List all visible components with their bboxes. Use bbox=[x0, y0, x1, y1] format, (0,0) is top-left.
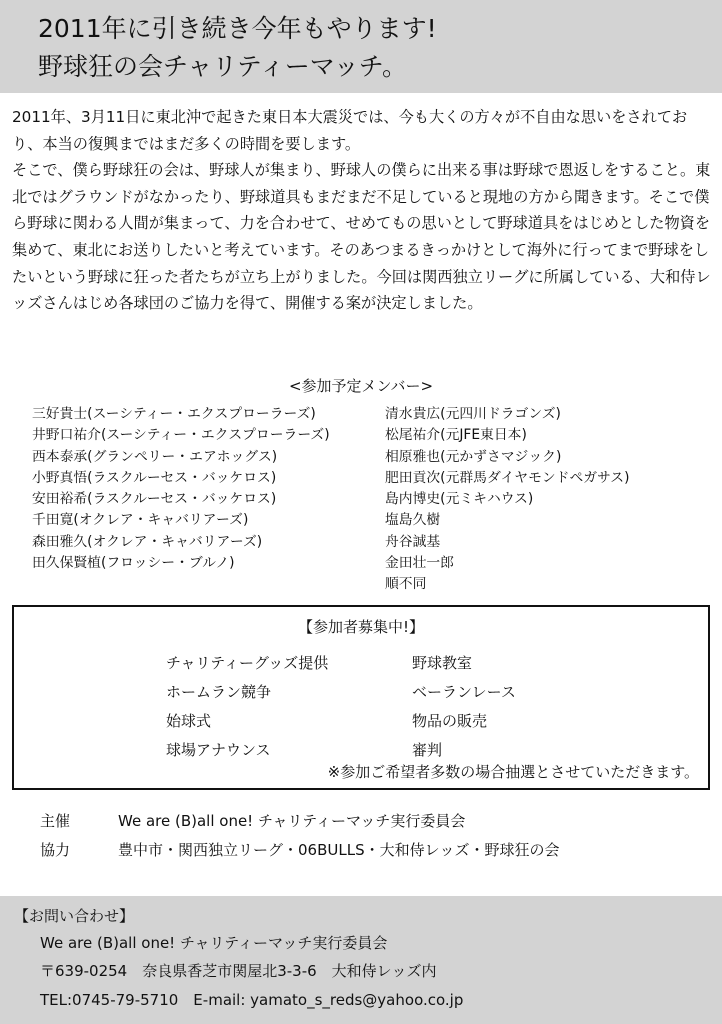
recruit-box bbox=[12, 605, 710, 790]
header-banner bbox=[0, 0, 722, 93]
member-item: 小野真悟(ラスクルーセス・バッケロス) bbox=[32, 469, 277, 486]
host-value: We are (B)all one! チャリティーマッチ実行委員会 bbox=[118, 812, 466, 830]
member-item: 舟谷誠基 bbox=[385, 533, 441, 550]
contact-title: 【お問い合わせ】 bbox=[14, 907, 135, 925]
recruit-lottery-note: ※参加ご希望者多数の場合抽選とさせていただきます。 bbox=[327, 763, 699, 781]
intro-text bbox=[12, 104, 712, 317]
member-item: 島内博史(元ミキハウス) bbox=[385, 491, 534, 508]
member-item: 塩島久樹 bbox=[385, 512, 441, 529]
intro-paragraph-2: そこで、僕ら野球狂の会は、野球人が集まり、野球人の僕らに出来る事は野球で恩返しをすること。東北ではグラウンドがなかったり、野球道具もまだまだ不足していると現地の方から聞きます。そこで僕ら野球に関わる人間が集まって、力を合わせて、せめてもの思いとして野球道具をはじめとした物資を集めて、東北にお送りしたいと考えています。そのあつまるきっかけとして海外に行ってまで野球をしたいという野球に狂った者たちが立ち上がりました。今回は関西独立リーグに所属している、大和侍レッズさんはじめ各球団のご協力を得て、開催する案が決定しました。 bbox=[12, 161, 711, 313]
member-item: 西本泰承(グランペリー・エアホッグス) bbox=[32, 448, 278, 465]
member-item: 三好貴士(スーシティー・エクスプローラーズ) bbox=[32, 406, 316, 422]
contact-organization: We are (B)all one! チャリティーマッチ実行委員会 bbox=[40, 934, 388, 952]
member-item: 清水貴広(元四川ドラゴンズ) bbox=[385, 406, 561, 422]
members-list-left bbox=[32, 404, 330, 574]
member-item: 肥田貢次(元群馬ダイヤモンドペガサス) bbox=[385, 469, 630, 486]
recruit-item: 始球式 bbox=[166, 712, 212, 730]
contact-address: 〒639-0254 奈良県香芝市関屋北3-3-6 大和侍レッズ内 bbox=[40, 962, 437, 980]
intro-paragraph-1: 2011年、3月11日に東北沖で起きた東日本大震災では、今も大くの方々が不自由な思いをされており、本当の復興まではまだ多くの時間を要します。 bbox=[12, 108, 688, 153]
support-row bbox=[40, 840, 559, 860]
member-item: 田久保賢植(フロッシー・ブルノ) bbox=[32, 555, 235, 572]
member-item: 金田壮一郎 bbox=[385, 555, 454, 572]
support-label: 協力 bbox=[40, 841, 71, 859]
host-row bbox=[40, 811, 465, 831]
recruit-list-right bbox=[412, 649, 516, 765]
member-item: 相原雅也(元かずさマジック) bbox=[385, 448, 562, 465]
recruit-list-left bbox=[166, 649, 328, 765]
members-list-right bbox=[385, 404, 629, 596]
member-item: 安田裕希(ラスクルーセス・バッケロス) bbox=[32, 491, 277, 508]
recruit-item: 審判 bbox=[412, 741, 443, 759]
member-item: 森田雅久(オクレア・キャバリアーズ) bbox=[32, 533, 263, 550]
members-heading: <参加予定メンバー> bbox=[288, 377, 434, 395]
recruit-item: ホームラン競争 bbox=[166, 683, 272, 701]
header-title-line-1: 2011年に引き続き今年もやります! bbox=[38, 14, 437, 43]
recruit-item: ベーランレース bbox=[412, 683, 516, 701]
host-label: 主催 bbox=[40, 812, 71, 830]
member-item: 松尾祐介(元JFE東日本) bbox=[385, 427, 527, 444]
recruit-item: チャリティーグッズ提供 bbox=[166, 654, 329, 672]
member-item: 千田寛(オクレア・キャバリアーズ) bbox=[32, 512, 249, 529]
contact-footer bbox=[0, 896, 722, 1024]
header-title-line-2: 野球狂の会チャリティーマッチ。 bbox=[38, 52, 408, 81]
recruit-item: 球場アナウンス bbox=[166, 741, 271, 759]
recruit-item: 物品の販売 bbox=[412, 712, 488, 730]
contact-phone-email: TEL:0745-79-5710 E-mail: yamato_s_reds@yahoo.co.jp bbox=[40, 991, 464, 1009]
support-value: 豊中市・関西独立リーグ・06BULLS・大和侍レッズ・野球狂の会 bbox=[118, 841, 560, 859]
recruit-title: 【参加者募集中!】 bbox=[297, 618, 424, 636]
member-item: 井野口祐介(スーシティー・エクスプローラーズ) bbox=[32, 427, 330, 444]
recruit-item: 野球教室 bbox=[412, 654, 473, 672]
member-order-note: 順不同 bbox=[385, 576, 427, 593]
